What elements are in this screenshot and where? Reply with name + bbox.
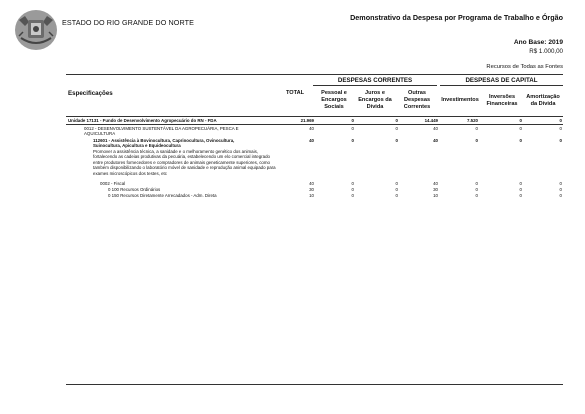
cell-personnel: 0	[351, 118, 354, 123]
col-header-line: da Dívida	[530, 101, 556, 107]
col-header-line: Despesas	[403, 97, 431, 103]
document-title: Demonstrativo da Despesa por Programa de Trabalho e Órgão	[350, 13, 563, 22]
total-header: TOTAL	[285, 90, 305, 96]
col-header-line: Correntes	[403, 104, 431, 110]
cell-total: 40	[309, 181, 314, 186]
description-line: exames microscópicos dos testes, etc	[93, 170, 167, 176]
col-header-debt-amortization	[522, 94, 564, 108]
cell-debt-interest: 0	[395, 138, 398, 143]
col-header-line: Encargos da	[358, 97, 392, 103]
cell-other-current: 30	[433, 187, 438, 192]
cell-inversions: 0	[519, 126, 522, 131]
cell-amortization: 0	[559, 187, 562, 192]
subrow-label-ordinary-resources: 0 100 Recursos Ordinários	[108, 187, 161, 192]
col-header-line: Encargos	[321, 97, 347, 103]
col-header-line: Outras	[407, 90, 427, 96]
col-header-line: Sociais	[324, 104, 344, 110]
base-year: Ano Base: 2019	[513, 39, 563, 46]
cell-personnel: 0	[351, 126, 354, 131]
cell-debt-interest: 0	[395, 118, 398, 123]
funding-sources: Recursos de Todas as Fontes	[486, 64, 563, 70]
page-bottom-border	[66, 384, 563, 385]
col-header-line: Dívida	[366, 104, 384, 110]
currency-unit: R$ 1.000,00	[529, 48, 563, 55]
col-header-investments: Investimentos	[441, 97, 479, 103]
cell-investments: 0	[475, 181, 478, 186]
cell-inversions: 0	[519, 138, 522, 143]
description-line: fortalecendo as cadeias produtivas da pecuária, estabelecendo um elo comercial integrado	[93, 154, 270, 160]
cell-amortization: 0	[559, 181, 562, 186]
col-header-line: Inversões	[488, 94, 516, 100]
col-header-line: Pessoal e	[321, 90, 347, 96]
state-coat-of-arms-logo	[13, 8, 59, 52]
specifications-header: Especificações	[68, 90, 113, 97]
unit-row-label: Unidade 17131 - Fundo de Desenvolvimento Agropecuário do RN - FDA	[68, 118, 217, 123]
action-row-label	[93, 138, 234, 149]
col-header-personnel	[314, 90, 354, 111]
cell-investments: 7.520	[467, 118, 478, 123]
group-capital-expenses: DESPESAS DE CAPITAL	[465, 77, 538, 84]
action-label-line: Suinocultura, Apicultura e Equideocultura	[93, 143, 181, 149]
function-label-line: AQUICULTURA	[84, 131, 116, 137]
state-name: ESTADO DO RIO GRANDE DO NORTE	[62, 18, 195, 27]
col-header-financial-inversions	[483, 94, 521, 108]
cell-inversions: 0	[519, 193, 522, 198]
function-row-label	[84, 126, 239, 137]
cell-other-current: 40	[433, 126, 438, 131]
cell-inversions: 0	[519, 118, 522, 123]
cell-amortization: 0	[559, 126, 562, 131]
cell-debt-interest: 0	[395, 126, 398, 131]
cell-debt-interest: 0	[395, 193, 398, 198]
description-line: Promover a assistência técnica, a sanidade e o melhoramento genético dos animais,	[93, 149, 258, 154]
cell-other-current: 40	[433, 138, 438, 143]
cell-debt-interest: 0	[395, 181, 398, 186]
capital-group-underline	[440, 85, 563, 86]
table-top-border	[66, 74, 563, 75]
cell-total: 40	[309, 126, 314, 131]
cell-amortization: 0	[559, 193, 562, 198]
cell-other-current: 14.449	[424, 118, 438, 123]
subrow-label-direct-revenue: 0 150 Recursos Diretamente Arrecadados - Adm. Direta	[108, 193, 217, 198]
cell-total: 21.969	[300, 118, 314, 123]
cell-personnel: 0	[351, 181, 354, 186]
cell-investments: 0	[475, 193, 478, 198]
cell-personnel: 0	[351, 138, 354, 143]
col-header-line: Amortização	[526, 94, 560, 100]
cell-total: 30	[309, 187, 314, 192]
cell-investments: 0	[475, 138, 478, 143]
col-header-line: Financeiras	[486, 101, 518, 107]
col-header-line: Juros e	[365, 90, 385, 96]
cell-total: 40	[309, 138, 314, 143]
cell-debt-interest: 0	[395, 187, 398, 192]
current-group-underline	[313, 85, 437, 86]
cell-inversions: 0	[519, 181, 522, 186]
cell-amortization: 0	[559, 118, 562, 123]
action-label-line: 112601 - Assistência à Bovinocultura, Caprinocultura, Ovinocultura,	[93, 138, 235, 143]
cell-inversions: 0	[519, 187, 522, 192]
cell-investments: 0	[475, 187, 478, 192]
description-line: entre produtores fornecedores e compradores de animais geneticamente superiores, como	[93, 159, 270, 165]
unit-row-divider	[66, 124, 563, 125]
col-header-other-current	[398, 90, 436, 111]
cell-other-current: 10	[433, 193, 438, 198]
table-header-bottom-border	[66, 116, 563, 117]
function-label-line: 0012 - DESENVOLVIMENTO SUSTENTÁVEL DA AGROPECUÁRIA, PESCA E	[84, 126, 239, 131]
description-line: também disponibilizando o laboratório móvel de sanidade e reprodução animal equipado para	[93, 165, 276, 171]
action-description	[93, 149, 276, 176]
cell-personnel: 0	[351, 193, 354, 198]
group-current-expenses: DESPESAS CORRENTES	[337, 77, 413, 84]
cell-personnel: 0	[351, 187, 354, 192]
cell-amortization: 0	[559, 138, 562, 143]
cell-other-current: 40	[433, 181, 438, 186]
cell-investments: 0	[475, 126, 478, 131]
cell-total: 10	[309, 193, 314, 198]
col-header-debt-interest	[354, 90, 396, 111]
subrow-label-fiscal: 0002 - Fiscal	[100, 181, 126, 186]
